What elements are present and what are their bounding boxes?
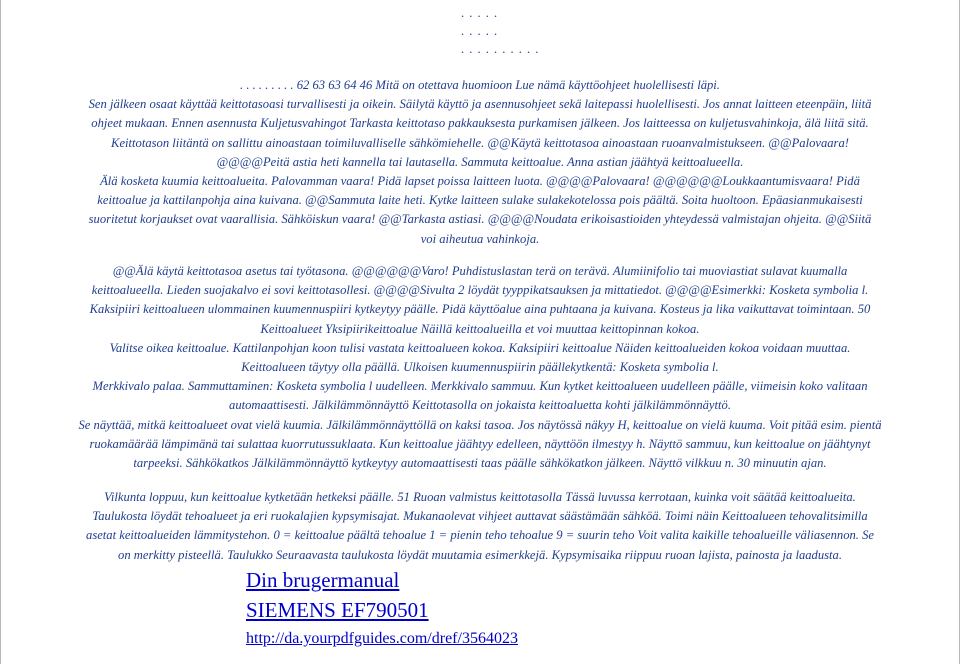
text-line: automaattisesti. Jälkilämmönnäyttö Keittotasolla on jokaista keittoaluetta kohti jälkilämmönnäyttö. (229, 398, 731, 413)
text-line: voi aiheutua vahinkoja. (420, 231, 540, 246)
text-line: Sen jälkeen osaat käyttää keittotasoasi turvallisesti ja oikein. Säilytä käyttö ja asennusohjeet sekä laitepassi huolellisesti. Jos annat laitteen eteenpäin, liitä (88, 97, 872, 112)
manual-title-link[interactable]: Din brugermanual (246, 568, 400, 592)
text-line: Keittoalueen täytyy olla päällä. Ulkoisen kuumennuspiirin päällekytkentä: Kosketa symbolia l. (241, 360, 719, 375)
text-line: tarpeeksi. Sähkökatkos Jälkilämmönnäyttö kytkeytyy automaattisesti taas päälle sähkökatkon jälkeen. Näyttö vilkkuu n. 30 minuutin ajan. (133, 456, 827, 471)
text-line: keittoalueella. Lieden suojakalvo ei sovi keittotasollesi. @@@@Sivulta 2 löydät tyyppikatsauksen ja mittatiedot. @@@@Esimerkki: Kosketa symbolia l. (91, 283, 869, 298)
paragraph-operation (5, 262, 955, 473)
text-line: . . . . . . . . . 62 63 63 64 46 Mitä on otettava huomioon Lue nämä käyttöohjeet huolellisesti läpi. (240, 78, 720, 92)
text-line: Valitse oikea keittoalue. Kattilanpohjan koon tulisi vastata keittoalueen kokoa. Kaksipiiri keittoalue Näiden keittoalueiden kokoa voidaan muuttaa. (109, 340, 851, 355)
header-dots-1: . . . . . (461, 6, 499, 20)
text-line: Keittotason liitäntä on sallittu ainoastaan toimiluvalliselle sähkömiehelle. @@Käytä keittotasoa ainoastaan ruoanvalmistukseen. @@Palovaara! (111, 135, 849, 150)
text-line: @@@@Peitä astia heti kannella tai lautasella. Sammuta keittoalue. Anna astian jäähtyä keittoalueella. (216, 154, 744, 169)
text-line: Merkkivalo palaa. Sammuttaminen: Kosketa symbolia l uudelleen. Merkkivalo sammuu. Kun kytket keittoalueen uudelleen päälle, viimeisin koko valitaan (92, 379, 868, 394)
text-line: suoritetut korjaukset ovat vaarallisia. Sähköiskun vaara! @@Tarkasta astiasi. @@@@Noudata erikoisastioiden yhteydessä valmistajan ohjeita. @@Siitä (88, 212, 872, 227)
text-line: ruokamäärää lämpimänä tai sulattaa kuorrutussuklaata. Kun keittoalue jäähtyy edelleen, näyttöön ilmestyy h. Näyttö sammuu, kun keittoalue on jäähtynyt (89, 436, 871, 451)
text-line: Taulukosta löydät tehoalueet ja eri ruokalajien kypsymisajat. Mukanaolevat vihjeet auttavat säästämään sähköä. Toimi näin Keittoalueen tehovalitsimilla (92, 509, 868, 524)
text-line: keittoalue ja kattilanpohja aina kuivana. @@Sammuta laite heti. Kytke laitteen sulake sulakekotelossa pois päältä. Soita huoltoon. Epäasianmukaisesti (97, 193, 863, 208)
model-link[interactable]: SIEMENS EF790501 (246, 598, 429, 622)
text-line: Vilkunta loppuu, kun keittoalue kytketään hetkeksi päälle. 51 Ruoan valmistus keittotasolla Tässä luvussa kerrotaan, kuinka voit säätää keittoalueita. (104, 490, 856, 504)
text-line: Keittoalueet Yksipiirikeittoalue Näillä keittoalueilla et voi muuttaa keittopinnan kokoa. (260, 321, 700, 336)
header-dots-3: . . . . . . . . . . (461, 42, 540, 56)
paragraph-cooking (5, 488, 955, 565)
url-link[interactable]: http://da.yourpdfguides.com/dref/3564023 (246, 630, 518, 647)
text-line: Älä kosketa kuumia keittoalueita. Palovamman vaara! Pidä lapset poissa laitteen luota. @@@@Palovaara! @@@@@@Loukkaantumisvaara! Pidä (100, 174, 860, 189)
text-line: ohjeet mukaan. Ennen asennusta Kuljetusvahingot Tarkasta keittotaso pakkauksesta purkamisen jälkeen. Jos laitteessa on kuljetusvahinkoja, älä liitä sitä. (91, 116, 869, 131)
paragraph-safety (5, 76, 955, 249)
text-line: on merkitty pisteellä. Taulukko Seuraavasta taulukosta löydät muutamia esimerkkejä. Kypsymisaika riippuu ruoan lajista, painosta ja laadusta. (118, 547, 842, 562)
text-line: Se näyttää, mitkä keittoalueet ovat vielä kuumia. Jälkilämmönnäyttöllä on kaksi tasoa. Jos näytössä näkyy H, keittoalue on vielä kuuma. Voit pitää esim. pientä (78, 417, 882, 432)
header-dots-2: . . . . . (461, 24, 499, 38)
text-line: Kaksipiiri keittoalueen ulommainen kuumennuspiiri kytkeytyy päälle. Pidä käyttöalue aina puhtaana ja kuivana. Kosteus ja lika vaikuttavat toimintaan. 50 (89, 302, 871, 317)
text-line: @@Älä käytä keittotasoa asetus tai työtasona. @@@@@@Varo! Puhdistuslastan terä on terävä. Alumiinifolio tai muoviastiat sulavat kuumalla (112, 264, 848, 278)
text-line: asetat keittoalueiden lämmitystehon. 0 = keittoalue päältä tehoalue 1 = pienin teho tehoalue 9 = suurin teho Voit valita kaikille tehoalueille väliasennon. Se (86, 528, 874, 543)
